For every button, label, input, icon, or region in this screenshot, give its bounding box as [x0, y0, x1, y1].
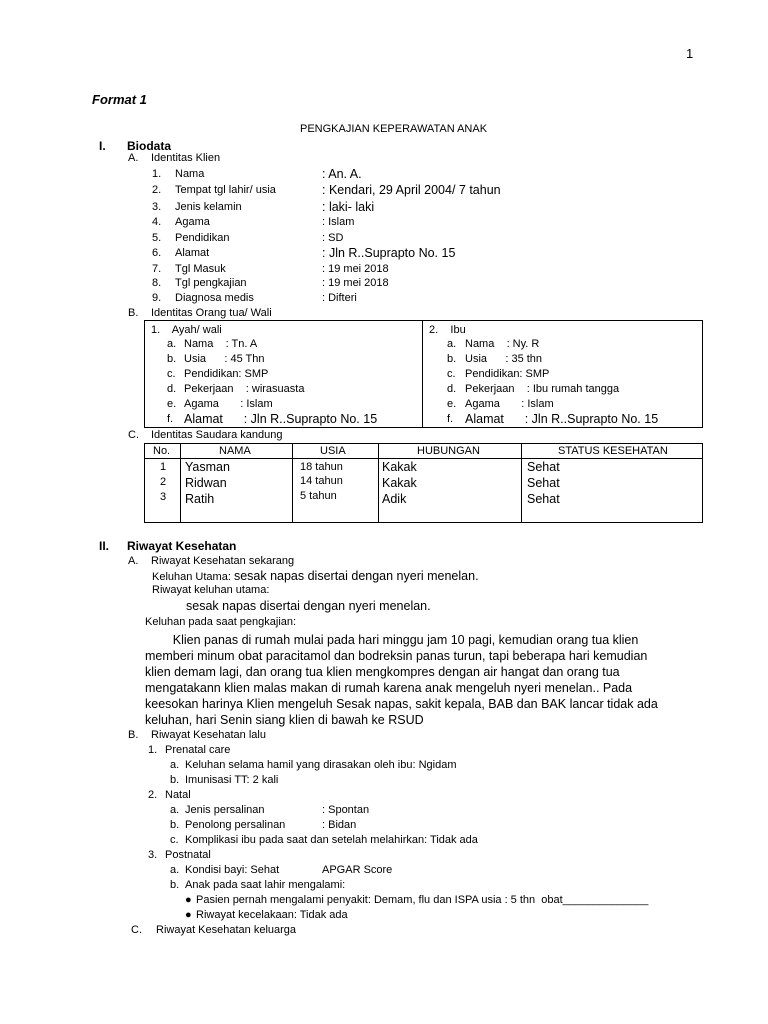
parents-divider: [422, 321, 423, 427]
sec2-num: II.: [99, 539, 110, 553]
riwayat-keluhan-value: sesak napas disertai dengan nyeri menelan.: [186, 599, 431, 613]
sec2-c-title: Riwayat Kesehatan keluarga: [156, 924, 297, 936]
sec2-a-title: Riwayat Kesehatan sekarang: [151, 555, 295, 567]
prenatal-letter: b.: [170, 774, 180, 786]
client-label: Diagnosa medis: [175, 292, 254, 304]
apgar-label: APGAR Score: [322, 864, 393, 876]
pengkajian-paragraph: [145, 632, 685, 728]
postnatal-item: Anak pada saat lahir mengalami:: [185, 879, 346, 891]
mother-letter: c.: [447, 368, 456, 380]
riwayat-keluhan-label: Riwayat keluhan utama:: [152, 584, 270, 596]
sibling-no: 3: [160, 491, 167, 503]
natal-value: : Bidan: [322, 819, 357, 831]
client-value: : laki- laki: [322, 200, 375, 214]
col-header-status: STATUS KESEHATAN: [558, 445, 668, 457]
sibling-relation: Kakak: [382, 476, 417, 490]
sec2-a-letter: A.: [128, 555, 139, 567]
client-label: Pendidikan: [175, 232, 230, 244]
client-value: : Kendari, 29 April 2004/ 7 tahun: [322, 183, 501, 197]
client-value: : 19 mei 2018: [322, 277, 389, 289]
natal-value: : Spontan: [322, 804, 370, 816]
paragraph-line: mengatakann klien malas makan di rumah karena anak mengeluh nyeri menelan.. Pada: [145, 681, 633, 695]
client-value: : SD: [322, 232, 344, 244]
sec1-c-letter: C.: [128, 429, 139, 441]
postnatal-letter: a.: [170, 864, 180, 876]
sibling-age: 5 tahun: [300, 490, 337, 502]
bullet-icon: ●: [185, 909, 192, 921]
sibling-name: Yasman: [185, 460, 230, 474]
client-num: 2.: [152, 184, 162, 196]
prenatal-num: 1.: [148, 744, 158, 756]
natal-title: Natal: [165, 789, 191, 801]
parents-table: [144, 320, 703, 428]
client-value: : An. A.: [322, 167, 362, 181]
father-letter: f.: [167, 413, 174, 425]
client-label: Agama: [175, 216, 210, 228]
father-field: Nama : Tn. A: [184, 338, 258, 350]
postnatal-title: Postnatal: [165, 849, 211, 861]
natal-num: 2.: [148, 789, 158, 801]
father-letter: c.: [167, 368, 176, 380]
sibling-no: 1: [160, 461, 167, 473]
col-divider: [292, 444, 293, 522]
father-letter: b.: [167, 353, 177, 365]
keluhan-utama-label: Keluhan Utama:: [152, 571, 234, 583]
prenatal-letter: a.: [170, 759, 180, 771]
mother-field: Agama : Islam: [465, 398, 554, 410]
client-num: 3.: [152, 201, 162, 213]
format-label: Format 1: [92, 92, 147, 107]
prenatal-item: Imunisasi TT: 2 kali: [185, 774, 279, 786]
sibling-status: Sehat: [527, 492, 560, 506]
sec1-b-letter: B.: [128, 307, 139, 319]
postnatal-item: Kondisi bayi: Sehat: [185, 864, 280, 876]
sibling-no: 2: [160, 476, 167, 488]
father-letter: d.: [167, 383, 177, 395]
col-header-usia: USIA: [320, 445, 346, 457]
sibling-relation: Adik: [382, 492, 407, 506]
client-num: 7.: [152, 263, 162, 275]
postnatal-letter: b.: [170, 879, 180, 891]
natal-letter: c.: [170, 834, 179, 846]
client-value: : Difteri: [322, 292, 357, 304]
sec2-c-letter: C.: [131, 924, 142, 936]
client-label: Nama: [175, 168, 205, 180]
paragraph-line: keluhan, hari Senin siang klien di bawah ke RSUD: [145, 713, 424, 727]
client-num: 4.: [152, 216, 162, 228]
paragraph-line: memberi minum obat paracitamol dan bodreksin panas turun, tapi beberapa hari kemudian: [145, 649, 648, 663]
siblings-header-line: [145, 458, 702, 459]
sibling-relation: Kakak: [382, 460, 417, 474]
client-value: : 19 mei 2018: [322, 263, 389, 275]
col-divider: [521, 444, 522, 522]
postnatal-bullet: Riwayat kecelakaan: Tidak ada: [196, 909, 348, 921]
father-field: Pekerjaan : wirasuasta: [184, 383, 305, 395]
mother-field: Pekerjaan : Ibu rumah tangga: [465, 383, 620, 395]
sec1-a-letter: A.: [128, 152, 139, 164]
postnatal-bullet: Pasien pernah mengalami penyakit: Demam, flu dan ISPA usia : 5 thn obat______________: [196, 894, 649, 906]
sibling-name: Ridwan: [185, 476, 227, 490]
mother-heading: 2. Ibu: [429, 324, 466, 336]
mother-field: Alamat : Jln R..Suprapto No. 15: [465, 412, 659, 426]
father-field: Agama : Islam: [184, 398, 273, 410]
page-number: 1: [686, 46, 694, 61]
mother-letter: b.: [447, 353, 457, 365]
client-value: : Jln R..Suprapto No. 15: [322, 246, 456, 260]
natal-item: Komplikasi ibu pada saat dan setelah melahirkan: Tidak ada: [185, 834, 478, 846]
client-value: : Islam: [322, 216, 355, 228]
keluhan-utama-value: sesak napas disertai dengan nyeri menelan.: [233, 569, 479, 583]
client-num: 9.: [152, 292, 162, 304]
sec2-title: Riwayat Kesehatan: [127, 539, 237, 553]
siblings-table: [144, 443, 703, 523]
client-label: Jenis kelamin: [175, 201, 242, 213]
keluhan-utama: [152, 570, 479, 583]
natal-letter: a.: [170, 804, 180, 816]
client-label: Tgl Masuk: [175, 263, 226, 275]
prenatal-item: Keluhan selama hamil yang dirasakan oleh ibu: Ngidam: [185, 759, 457, 771]
sec1-b-title: Identitas Orang tua/ Wali: [151, 307, 272, 319]
father-letter: e.: [167, 398, 177, 410]
mother-letter: f.: [447, 413, 454, 425]
father-field: Usia : 45 Thn: [184, 353, 265, 365]
sec2-b-letter: B.: [128, 729, 139, 741]
sec1-c-title: Identitas Saudara kandung: [151, 429, 283, 441]
pengkajian-label: Keluhan pada saat pengkajian:: [145, 616, 297, 628]
father-letter: a.: [167, 338, 177, 350]
postnatal-num: 3.: [148, 849, 158, 861]
paragraph-line: keesokan harinya Klien mengeluh Sesak napas, sakit kepala, BAB dan BAK lancar tidak ada: [145, 697, 658, 711]
client-num: 1.: [152, 168, 162, 180]
sec2-b-title: Riwayat Kesehatan lalu: [151, 729, 266, 741]
sibling-name: Ratih: [185, 492, 215, 506]
sibling-age: 14 tahun: [300, 475, 343, 487]
client-num: 6.: [152, 247, 162, 259]
col-header-hubungan: HUBUNGAN: [417, 445, 480, 457]
mother-letter: d.: [447, 383, 457, 395]
mother-field: Pendidikan: SMP: [465, 368, 550, 380]
document-title: PENGKAJIAN KEPERAWATAN ANAK: [300, 123, 488, 135]
col-divider: [180, 444, 181, 522]
paragraph-line: klien demam lagi, dan orang tua klien mengkompres dengan air hangat dan orang tua: [145, 665, 620, 679]
prenatal-title: Prenatal care: [165, 744, 231, 756]
father-field: Pendidikan: SMP: [184, 368, 269, 380]
sibling-status: Sehat: [527, 460, 560, 474]
bullet-icon: ●: [185, 894, 192, 906]
client-num: 5.: [152, 232, 162, 244]
client-num: 8.: [152, 277, 162, 289]
sec1-num: I.: [99, 139, 106, 153]
col-header-nama: NAMA: [219, 445, 251, 457]
col-divider: [378, 444, 379, 522]
sibling-status: Sehat: [527, 476, 560, 490]
col-header-no: No.: [153, 445, 171, 457]
sec1-title: Biodata: [127, 139, 172, 153]
sibling-age: 18 tahun: [300, 461, 343, 473]
father-heading: 1. Ayah/ wali: [151, 324, 222, 336]
father-field: Alamat : Jln R..Suprapto No. 15: [184, 412, 378, 426]
client-label: Tgl pengkajian: [175, 277, 247, 289]
paragraph-line: Klien panas di rumah mulai pada hari minggu jam 10 pagi, kemudian orang tua klien: [145, 633, 639, 647]
natal-item: Penolong persalinan: [185, 819, 286, 831]
natal-letter: b.: [170, 819, 180, 831]
client-label: Tempat tgl lahir/ usia: [175, 184, 276, 196]
client-label: Alamat: [175, 247, 210, 259]
mother-letter: a.: [447, 338, 457, 350]
mother-letter: e.: [447, 398, 457, 410]
mother-field: Nama : Ny. R: [465, 338, 540, 350]
sec1-a-title: Identitas Klien: [151, 152, 221, 164]
natal-item: Jenis persalinan: [185, 804, 265, 816]
mother-field: Usia : 35 thn: [465, 353, 543, 365]
